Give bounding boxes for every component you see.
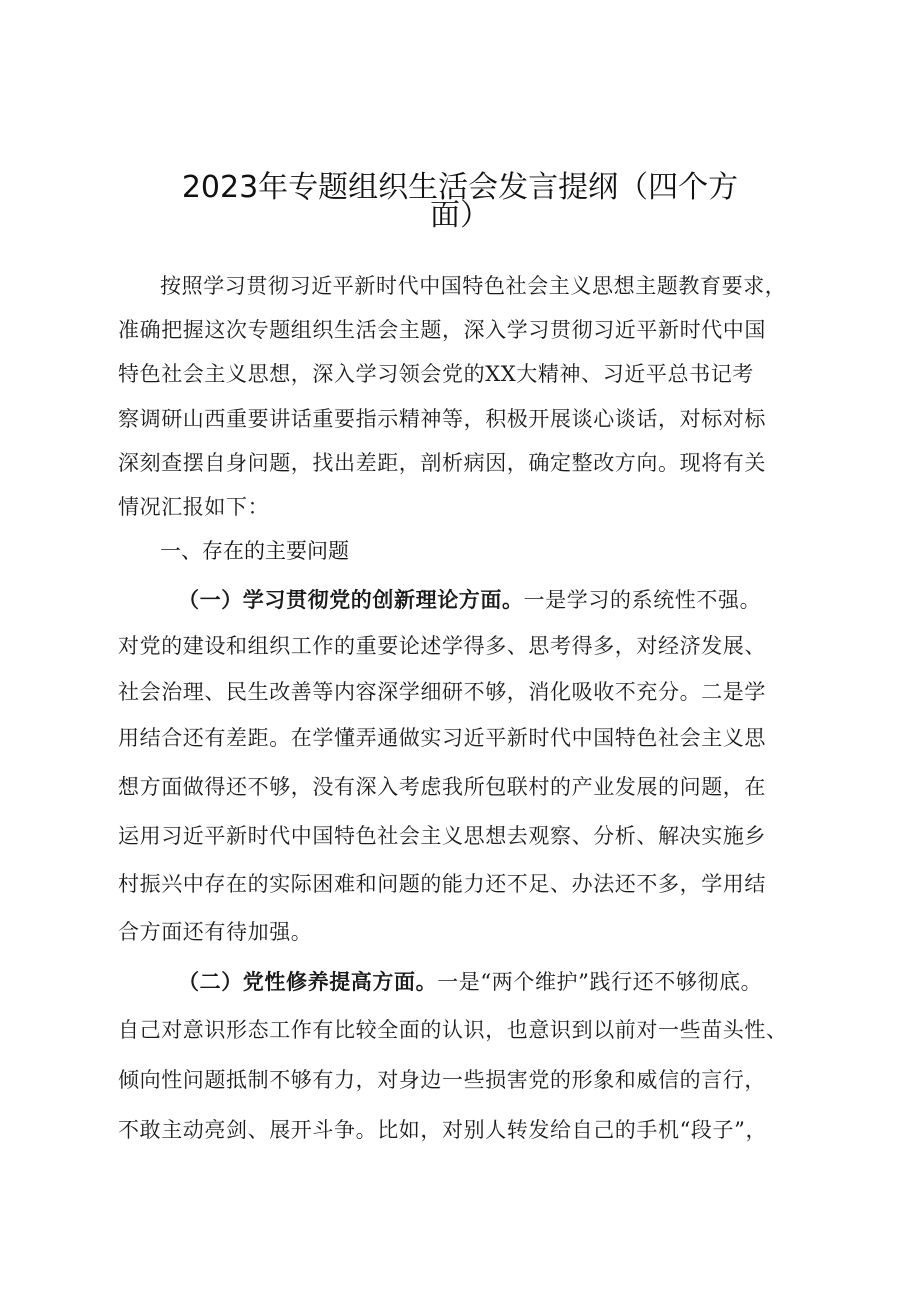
subsection-1-first-line [178, 586, 898, 614]
subsection-2-first-line [178, 968, 898, 996]
section-heading-problems: 一、存在的主要问题 [160, 539, 349, 563]
subsection-1-heading: （一）学习贯彻党的创新理论方面。 [178, 588, 524, 612]
intro-line: 按照学习贯彻习近平新时代中国特色社会主义思想主题教育要求， [160, 274, 787, 298]
intro-line: 准确把握这次专题组织生活会主题，深入学习贯彻习近平新时代中国 [118, 318, 766, 342]
document-title-line-2: 面） [430, 198, 490, 233]
subsection-1-line: 运用习近平新时代中国特色社会主义思想去观察、分析、解决实施乡 [118, 824, 766, 848]
subsection-2-line: 倾向性问题抵制不够有力，对身边一些损害党的形象和威信的言行， [118, 1068, 766, 1092]
subsection-1-first-text: 一是学习的系统性不强。 [523, 588, 762, 612]
subsection-1-line: 社会治理、民生改善等内容深学细研不够，消化吸收不充分。二是学 [118, 680, 766, 704]
subsection-1-line: 对党的建设和组织工作的重要论述学得多、思考得多，对经济发展、 [118, 634, 766, 658]
subsection-1-line: 用结合还有差距。在学懂弄通做实习近平新时代中国特色社会主义思 [118, 726, 766, 750]
intro-line: 特色社会主义思想，深入学习领会党的XX大精神、习近平总书记考 [118, 362, 754, 386]
subsection-2-first-text: 一是“两个维护”践行还不够彻底。 [437, 970, 763, 994]
intro-line: 情况汇报如下： [118, 495, 270, 519]
subsection-1-line: 合方面还有待加强。 [118, 920, 313, 944]
document-title-line-1: 2023年专题组织生活会发言提纲（四个方 [181, 170, 739, 205]
subsection-2-line: 不敢主动亮剑、展开斗争。比如，对别人转发给自己的手机“段子”， [118, 1118, 768, 1142]
subsection-1-line: 想方面做得还不够，没有深入考虑我所包联村的产业发展的问题，在 [118, 775, 766, 799]
intro-line: 深刻查摆自身问题，找出差距，剖析病因，确定整改方向。现将有关 [118, 451, 766, 475]
subsection-2-heading: （二）党性修养提高方面。 [178, 970, 438, 994]
subsection-2-line: 自己对意识形态工作有比较全面的认识，也意识到以前对一些苗头性、 [118, 1018, 788, 1042]
subsection-1-line: 村振兴中存在的实际困难和问题的能力还不足、办法还不多，学用结 [118, 872, 766, 896]
intro-line: 察调研山西重要讲话重要指示精神等，积极开展谈心谈话，对标对标 [118, 407, 766, 431]
